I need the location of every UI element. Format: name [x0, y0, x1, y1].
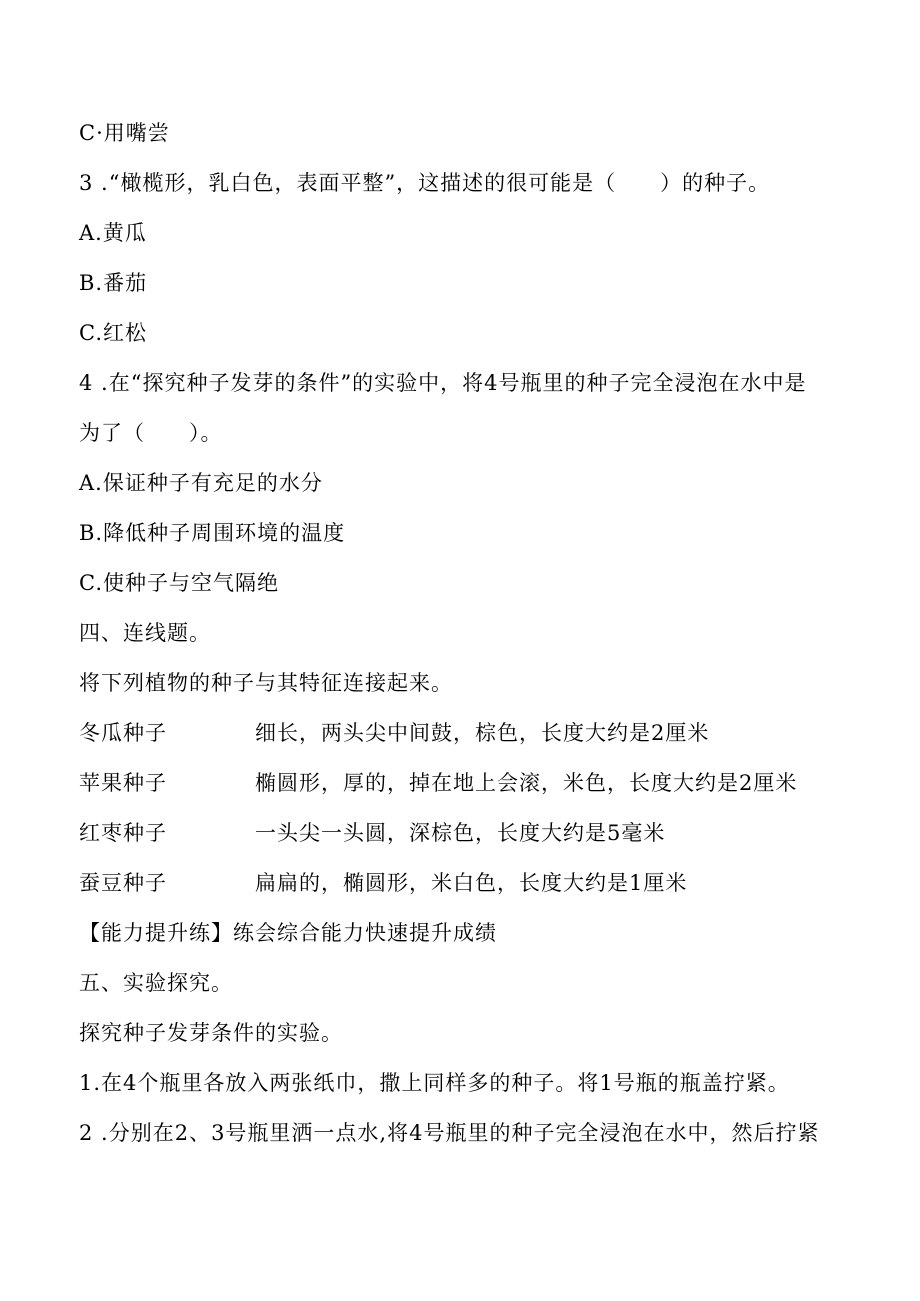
q2-option-c: C·用嘴尝 [79, 121, 170, 145]
q4-option-c: C.使种子与空气隔绝 [79, 571, 279, 595]
q3-option-a: A.黄瓜 [79, 221, 147, 245]
section-4-heading: 四、连线题。 [79, 621, 211, 645]
seed-name: 红枣种子 [79, 821, 167, 845]
seed-name: 蚕豆种子 [79, 871, 167, 895]
q3-option-b: B.番茄 [79, 271, 148, 295]
section-5-intro: 探究种子发芽条件的实验。 [79, 1021, 343, 1045]
seed-feature: 一头尖一头圆，深棕色，长度大约是5毫米 [255, 821, 666, 845]
seed-feature: 椭圆形，厚的，掉在地上会滚，米色，长度大约是2厘米 [255, 771, 798, 795]
seed-name: 苹果种子 [79, 771, 167, 795]
q3-option-c: C.红松 [79, 321, 147, 345]
seed-feature: 细长，两头尖中间鼓，棕色，长度大约是2厘米 [255, 721, 710, 745]
q4-option-a: A.保证种子有充足的水分 [79, 471, 323, 495]
question-4-stem-line1: 4 .在“探究种子发芽的条件”的实验中，将4号瓶里的种子完全浸泡在水中是 [79, 371, 807, 395]
experiment-step-2: 2 .分别在2、3号瓶里洒一点水,将4号瓶里的种子完全浸泡在水中，然后拧紧 [79, 1121, 820, 1145]
section-4-instruction: 将下列植物的种子与其特征连接起来。 [79, 671, 453, 695]
question-3-stem: 3 .“橄榄形，乳白色，表面平整”，这描述的很可能是（ ）的种子。 [79, 171, 771, 195]
question-4-stem-line2: 为了（ ）。 [79, 421, 223, 445]
experiment-step-1: 1.在4个瓶里各放入两张纸巾，撒上同样多的种子。将1号瓶的瓶盖拧紧。 [79, 1071, 790, 1095]
seed-name: 冬瓜种子 [79, 721, 167, 745]
section-5-heading: 五、实验探究。 [79, 971, 233, 995]
q4-option-b: B.降低种子周围环境的温度 [79, 521, 346, 545]
seed-feature: 扁扁的，椭圆形，米白色，长度大约是1厘米 [255, 871, 688, 895]
ability-banner: 【能力提升练】练会综合能力快速提升成绩 [79, 921, 497, 945]
